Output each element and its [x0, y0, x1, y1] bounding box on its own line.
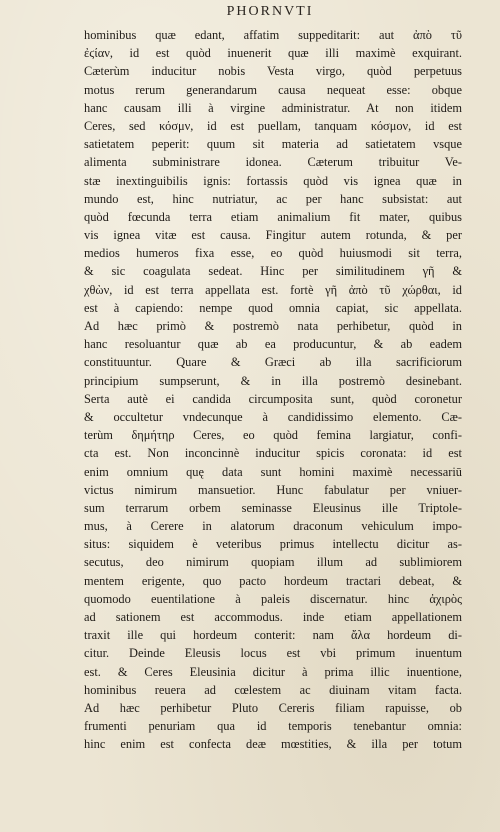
text-line: terùm δημήτηρ Ceres, eo quòd femina largiatur, confi-: [84, 428, 462, 443]
text-line: & occultetur vndecunque à candidissimo elemento. Cæ-: [84, 409, 462, 424]
text-line: Cæterùm inducitur nobis Vesta virgo, quòd perpetuus: [84, 64, 462, 79]
main-text: [84, 26, 462, 754]
text-line: ἐϛίαν, id est quòd inuenerit quæ illi maximè exquirant.: [84, 46, 462, 61]
text-line: Ad hæc perhibetur Pluto Cereris filiam rapuisse, ob: [84, 700, 462, 715]
text-line: mentem erigente, quo pacto hordeum tractari debeat, &: [84, 573, 462, 588]
text-line: quòd fœcunda terra etiam animalium fit mater, quibus: [84, 209, 462, 224]
running-header: PHORNVTI: [226, 4, 314, 19]
text-line: mus, à Cerere in alatorum draconum vehiculum impo-: [84, 519, 462, 534]
text-line: χθὼν, id est terra appellata est. fortè γῆ ἀπὸ τῦ χώρθαι, id: [84, 282, 462, 297]
text-line: frumenti penuriam qua id temporis tenebantur omnia:: [84, 719, 462, 734]
text-line: satietatem peperit: quum sit materia ad satietatem vsque: [84, 137, 462, 152]
text-line: constituuntur. Quare & Græci ab illa sacrificiorum: [84, 355, 462, 370]
text-line: quomodo euentilatione à paleis discernatur. hinc ἀχιρὸς: [84, 591, 462, 606]
text-line: alimenta subministrare idonea. Cæterum tribuitur Ve-: [84, 155, 462, 170]
text-line: vis ignea vitæ est causa. Fingitur autem rotunda, & per: [84, 228, 462, 243]
text-line: motus rerum generandarum causa nequeat esse: obque: [84, 82, 462, 97]
text-line: enim omnium quę data sunt homini maximè necessariū: [84, 464, 462, 479]
text-line: victus nimirum mansuetior. Hunc fabulatur per vniuer-: [84, 482, 462, 497]
text-line: situs: siquidem è veteribus primus intellectu dicitur as-: [84, 537, 462, 552]
text-line: hominibus reuera ad cœlestem ac diuinam vitam facta.: [84, 682, 462, 697]
text-line: & sic coagulata sedeat. Hinc per similitudinem γῆ &: [84, 264, 462, 279]
text-line: traxit ille qui hordeum conterit: nam ἄλα hordeum di-: [84, 628, 462, 643]
text-line: Ad hæc primò & postremò nata perhibetur, quòd in: [84, 319, 462, 333]
text-line: secutus, deo nimirum quopiam illum ad sublimiorem: [84, 555, 462, 570]
text-line: sum terrarum orbem seminasse Eleusinus ille Triptole-: [84, 500, 462, 515]
text-line: est. & Ceres Eleusinia dicitur à prima illic inuentione,: [84, 664, 462, 679]
text-line: citur. Deinde Eleusis locus est vbi primum inuentum: [84, 646, 462, 661]
text-line: hinc enim est confecta deæ mœstities, & illa per totum: [84, 737, 462, 752]
text-line: ad sationem est accommodus. inde etiam appellationem: [84, 610, 462, 624]
text-line: hominibus quæ edant, affatim suppeditarit: aut ἀπὸ τῦ: [84, 28, 462, 42]
text-line: Serta autè ei candida circumposita sunt, quòd coronetur: [84, 391, 462, 406]
text-line: principium sumpserunt, & in illa postremò desinebant.: [84, 373, 462, 388]
text-line: mundo est, hinc nutriatur, ac per hanc subsistat: aut: [84, 191, 462, 206]
text-line: cta est. Non inconcinnè inducitur spicis coronata: id est: [84, 446, 462, 461]
text-line: est à capiendo: nempe quod omnia capiat, sic appellata.: [84, 300, 462, 315]
text-line: hanc causam illi à virgine administratur. At non itidem: [84, 100, 462, 115]
text-line: stæ inextinguibilis ignis: fortassis quòd vis ignea quæ in: [84, 173, 462, 188]
text-line: Ceres, sed κόσμν, id est puellam, tanquam κόσμον, id est: [84, 118, 462, 133]
text-line: hanc resoluantur quæ ab ea producuntur, & ab eadem: [84, 337, 462, 352]
text-line: medios humeros fixa esse, eo quòd huiusmodi sit terra,: [84, 246, 462, 261]
